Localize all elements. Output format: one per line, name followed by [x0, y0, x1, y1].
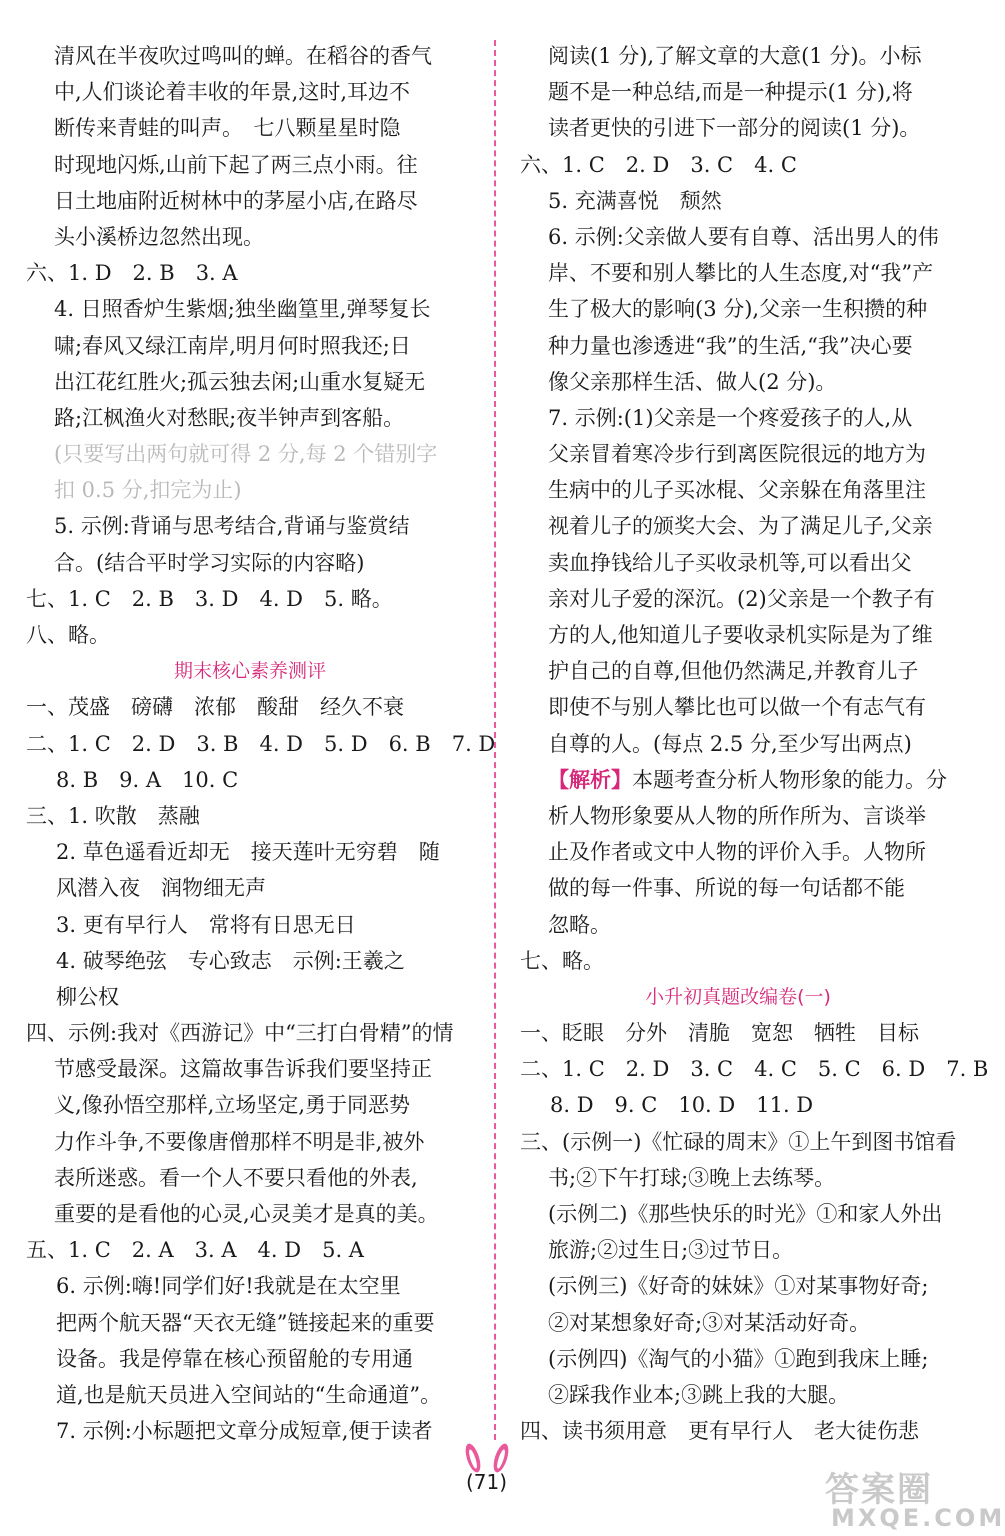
- section-heading: 二、1. C 2. D 3. C 4. C 5. C 6. D 7. B: [520, 1057, 989, 1082]
- section-heading: 七、略。: [520, 948, 604, 973]
- answer-line: 清风在半夜吹过鸣叫的蝉。在稻谷的香气: [54, 44, 432, 68]
- scoring-note: (只要写出两句就可得 2 分,每 2 个错别字: [54, 442, 438, 467]
- answer-line: 4. 日照香炉生紫烟;独坐幽篁里,弹琴复长: [54, 297, 431, 322]
- analysis-label: 【解析】: [548, 766, 632, 792]
- analysis-line: 析人物形象要从人物的所作所为、言谈举: [548, 803, 926, 828]
- answer-line: (示例三)《好奇的妹妹》①对某事物好奇;: [548, 1274, 929, 1299]
- answer-line: 读者更快的引进下一部分的阅读(1 分)。: [548, 116, 921, 141]
- answer-line: 断传来青蛙的叫声。 七八颗星星时隐: [54, 116, 401, 141]
- watermark-top: 答案圈: [825, 1470, 933, 1510]
- section-heading: 四、示例:我对《西游记》中“三打白骨精”的情: [26, 1021, 454, 1046]
- answer-line: 4. 破琴绝弦 专心致志 示例:王羲之: [56, 948, 405, 973]
- right-column: [520, 38, 989, 1449]
- section-heading: 二、1. C 2. D 3. B 4. D 5. D 6. B 7. D: [26, 731, 496, 756]
- column-divider: [494, 40, 496, 1440]
- answer-line: 像父亲那样生活、做人(2 分)。: [548, 369, 837, 394]
- answer-line: 即使不与别人攀比也可以做一个有志气有: [548, 695, 926, 720]
- answer-line: 表所迷惑。看一个人不要只看他的外表,: [54, 1165, 418, 1190]
- answer-line: ②对某想象好奇;③对某活动好奇。: [548, 1310, 871, 1335]
- answer-line: 合。(结合平时学习实际的内容略): [54, 550, 365, 575]
- answer-line: 路;江枫渔火对愁眠;夜半钟声到客船。: [54, 405, 405, 430]
- answer-line: 书;②下午打球;③晚上去练琴。: [548, 1165, 836, 1190]
- answer-line: 力作斗争,不要像唐僧那样不明是非,被外: [54, 1129, 425, 1154]
- answer-line: 8. B 9. A 10. C: [56, 767, 239, 792]
- answer-line: 生了极大的影响(3 分),父亲一生积攒的种: [548, 297, 928, 322]
- answer-line: 7. 示例:(1)父亲是一个疼爱孩子的人,从: [548, 405, 913, 430]
- analysis-line: 做的每一件事、所说的每一句话都不能: [548, 876, 905, 901]
- answer-line: ②踩我作业本;③跳上我的大腿。: [548, 1382, 850, 1407]
- answer-line: 题不是一种总结,而是一种提示(1 分),将: [548, 80, 913, 105]
- section-heading: 七、1. C 2. B 3. D 4. D 5. 略。: [26, 586, 393, 611]
- answer-line: 护自己的自尊,但他仍然满足,并教育儿子: [548, 659, 919, 684]
- analysis-line: 止及作者或文中人物的评价入手。人物所: [548, 840, 926, 865]
- analysis-text: 本题考查分析人物形象的能力。分: [632, 767, 947, 792]
- section-heading: 八、略。: [26, 623, 110, 647]
- answer-line: 设备。我是停靠在核心预留舱的专用通: [56, 1346, 413, 1371]
- scoring-note: 扣 0.5 分,扣完为止): [54, 478, 242, 503]
- answer-line: 头小溪桥边忽然出现。: [54, 224, 264, 249]
- answer-line: 旅游;②过生日;③过节日。: [548, 1238, 794, 1263]
- answer-line: 3. 更有早行人 常将有日思无日: [56, 912, 356, 937]
- analysis-line: 忽略。: [548, 912, 611, 937]
- section-heading: 三、(示例一)《忙碌的周末》①上午到图书馆看: [520, 1129, 957, 1154]
- answer-line: 把两个航天器“天衣无缝”链接起来的重要: [56, 1310, 435, 1335]
- section-heading: 六、1. D 2. B 3. A: [26, 261, 238, 286]
- exam-title: 期末核心素养测评: [173, 660, 326, 683]
- answer-line: 道,也是航天员进入空间站的“生命通道”。: [56, 1382, 442, 1407]
- answer-line: 义,像孙悟空那样,立场坚定,勇于同恶势: [54, 1093, 411, 1118]
- answer-line: 5. 充满喜悦 颓然: [548, 188, 722, 213]
- answer-line: 8. D 9. C 10. D 11. D: [550, 1093, 814, 1118]
- answer-line: 自尊的人。(每点 2.5 分,至少写出两点): [548, 731, 912, 756]
- answer-line: 出江花红胜火;孤云独去闲;山重水复疑无: [54, 369, 426, 394]
- analysis-line: [520, 762, 956, 798]
- answer-line: 2. 草色遥看近却无 接天莲叶无穷碧 随: [56, 840, 440, 865]
- answer-line: 岸、不要和别人攀比的人生态度,对“我”产: [548, 261, 934, 286]
- answer-line: 啸;春风又绿江南岸,明月何时照我还;日: [54, 333, 411, 358]
- answer-line: 时现地闪烁,山前下起了两三点小雨。往: [54, 152, 418, 177]
- watermark-bottom: MXQE.COM: [831, 1504, 1005, 1532]
- answer-line: 方的人,他知道儿子要收录机实际是为了维: [548, 623, 933, 647]
- section-heading: 一、眨眼 分外 清脆 宽恕 牺牲 目标: [520, 1021, 919, 1046]
- section-heading: 三、1. 吹散 蒸融: [26, 803, 200, 828]
- answer-line: 柳公权: [56, 984, 119, 1009]
- exam-title: 小升初真题改编卷(一): [645, 985, 831, 1008]
- answer-line: (示例四)《淘气的小猫》①跑到我床上睡;: [548, 1346, 929, 1371]
- answer-line: 生病中的儿子买冰棍、父亲躲在角落里注: [548, 478, 926, 503]
- answer-line: (示例二)《那些快乐的时光》①和家人外出: [548, 1202, 943, 1226]
- answer-line: 重要的是看他的心灵,心灵美才是真的美。: [54, 1202, 439, 1226]
- section-heading: 五、1. C 2. A 3. A 4. D 5. A: [26, 1238, 364, 1263]
- answer-line: 5. 示例:背诵与思考结合,背诵与鉴赏结: [54, 514, 410, 539]
- answer-line: 卖血挣钱给儿子买收录机等,可以看出父: [548, 550, 912, 575]
- watermark-logo: [819, 1462, 1005, 1532]
- answer-line: 中,人们谈论着丰收的年景,这时,耳边不: [54, 80, 411, 105]
- answer-line: 阅读(1 分),了解文章的大意(1 分)。小标: [548, 44, 922, 68]
- answer-line: 节感受最深。这篇故事告诉我们要坚持正: [54, 1057, 432, 1082]
- answer-line: 6. 示例:嗨!同学们好!我就是在太空里: [56, 1274, 401, 1299]
- answer-line: 父亲冒着寒冷步行到离医院很远的地方为: [548, 442, 926, 467]
- answer-line: 种力量也渗透进“我”的生活,“我”决心要: [548, 333, 913, 358]
- section-heading: 六、1. C 2. D 3. C 4. C: [520, 152, 797, 177]
- answer-line: 6. 示例:父亲做人要有自尊、活出男人的伟: [548, 224, 939, 249]
- answer-line: 日土地庙附近树林中的茅屋小店,在路尽: [54, 188, 418, 213]
- answer-line: 7. 示例:小标题把文章分成短章,便于读者: [56, 1419, 433, 1444]
- page-number-value: 71: [473, 1470, 500, 1494]
- answer-line: 视着儿子的颁奖大会、为了满足儿子,父亲: [548, 514, 933, 539]
- answer-line: 风潜入夜 润物细无声: [56, 876, 266, 901]
- left-column: [26, 38, 496, 1449]
- section-heading: 四、读书须用意 更有早行人 老大徒伤悲: [520, 1419, 919, 1444]
- section-heading: 一、茂盛 磅礴 浓郁 酸甜 经久不衰: [26, 695, 404, 720]
- answer-line: 亲对儿子爱的深沉。(2)父亲是一个教子有: [548, 586, 935, 611]
- page-number: (71): [465, 1470, 508, 1494]
